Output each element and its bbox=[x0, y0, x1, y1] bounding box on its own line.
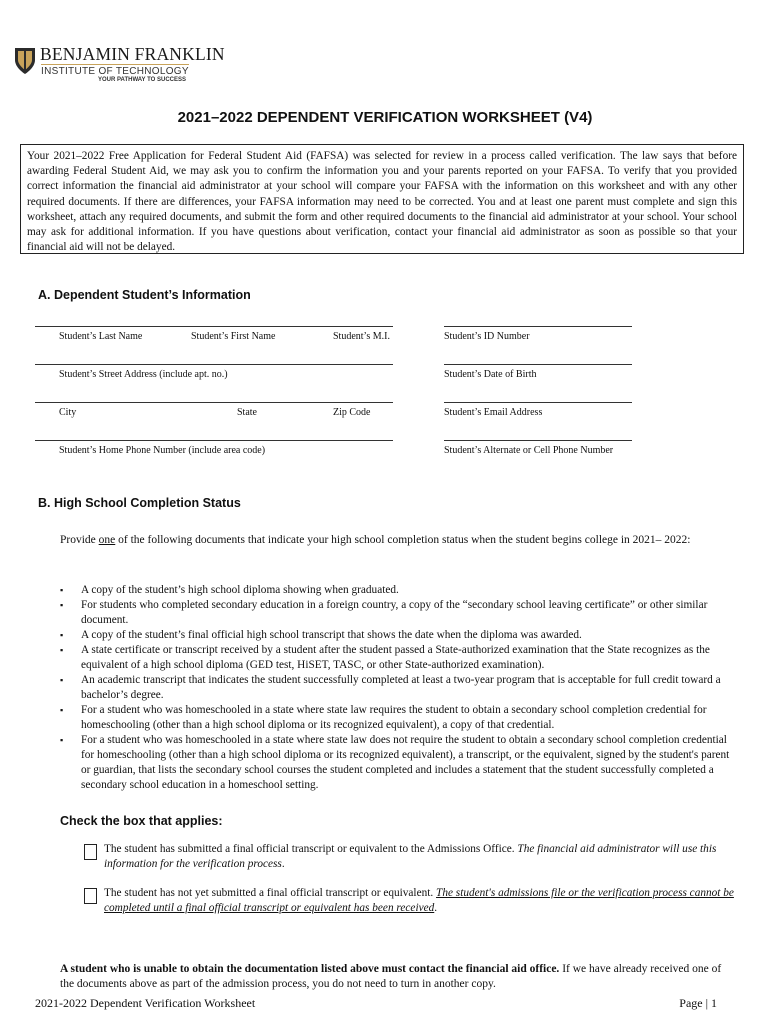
bullet-marker: ▪ bbox=[60, 645, 64, 655]
student-id-field[interactable] bbox=[444, 326, 632, 342]
alt-phone-field[interactable] bbox=[444, 440, 632, 456]
list-item-text: A copy of the student’s high school diploma showing when graduated. bbox=[81, 584, 399, 596]
documentation-note bbox=[60, 962, 722, 992]
bullet-marker: ▪ bbox=[60, 675, 64, 685]
option2-italic: The student's admissions file or the verification process cannot be completed until a final official transcript or equivalent has been received bbox=[104, 887, 734, 914]
logo-name: BENJAMIN FRANKLIN bbox=[40, 44, 225, 64]
student-id-label: Student’s ID Number bbox=[444, 331, 530, 342]
home-phone-label: Student’s Home Phone Number (include area code) bbox=[59, 445, 266, 456]
list-item-text: A state certificate or transcript received by a student after the student passed a State-authorized examination that the State recognizes as the equivalent of a high school diploma (GED test, HiSET, TASC, or other State-authorized examination). bbox=[81, 644, 710, 671]
list-item bbox=[60, 673, 730, 703]
option1-end: . bbox=[281, 858, 285, 870]
list-item bbox=[60, 703, 730, 733]
list-item-text: An academic transcript that indicates the student successfully completed at least a two-year program that is acceptable for full credit toward a bachelor’s degree. bbox=[81, 674, 721, 701]
zip-label: Zip Code bbox=[333, 407, 371, 418]
list-item bbox=[60, 733, 730, 793]
bullet-marker: ▪ bbox=[60, 735, 64, 745]
option1-italic: The financial aid administrator will use this information for the verification process bbox=[104, 843, 717, 870]
date-of-birth-field[interactable] bbox=[444, 364, 632, 380]
dob-label: Student’s Date of Birth bbox=[444, 369, 537, 380]
city-label: City bbox=[59, 407, 77, 418]
option2-text: The student has not yet submitted a final official transcript or equivalent. bbox=[104, 887, 437, 899]
note-rest: If we have already received one of the documents above as part of the admission process, you do not need to turn in another copy. bbox=[60, 963, 722, 990]
submitted-transcript-checkbox[interactable] bbox=[84, 844, 97, 860]
provide-instructions bbox=[60, 533, 720, 548]
not-submitted-transcript-checkbox[interactable] bbox=[84, 888, 97, 904]
logo-tagline: YOUR PATHWAY TO SUCCESS bbox=[98, 77, 187, 83]
provide-text-post: of the following documents that indicate your high school completion status when the student begins college in 2021– 2022: bbox=[115, 534, 691, 546]
street-label: Student’s Street Address (include apt. no.) bbox=[59, 369, 228, 380]
state-label: State bbox=[237, 407, 257, 418]
option1-text: The student has submitted a final official transcript or equivalent to the Admissions Office. bbox=[104, 843, 518, 855]
home-phone-field[interactable] bbox=[35, 440, 393, 456]
name-field-row[interactable] bbox=[35, 326, 393, 342]
email-label: Student’s Email Address bbox=[444, 407, 543, 418]
option-submitted-text bbox=[104, 842, 734, 872]
list-item bbox=[60, 598, 730, 628]
email-field[interactable] bbox=[444, 402, 632, 418]
last-name-label: Student’s Last Name bbox=[59, 331, 143, 342]
alt-phone-label: Student’s Alternate or Cell Phone Number bbox=[444, 445, 614, 456]
bullet-marker: ▪ bbox=[60, 630, 64, 640]
city-state-zip-row[interactable] bbox=[35, 402, 393, 418]
document-title: 2021–2022 DEPENDENT VERIFICATION WORKSHEET (V4) bbox=[177, 109, 593, 126]
list-item-text: For a student who was homeschooled in a state where state law does not require the student to obtain a secondary school completion credential for homeschooling (other than a high school diploma or its recognized equivalent), a transcript, or the equivalent, signed by the student's parent or guardian, that lists the secondary school courses the student completed and includes a statement that the student successfully completed a secondary school education in a homeschool setting. bbox=[81, 734, 730, 791]
list-item bbox=[60, 628, 730, 643]
shield-icon bbox=[13, 46, 37, 76]
page-number: Page | 1 bbox=[679, 996, 717, 1010]
option2-end: . bbox=[434, 902, 438, 914]
check-heading: Check the box that applies: bbox=[60, 814, 223, 828]
institution-logo bbox=[13, 44, 225, 88]
document-options-list bbox=[60, 583, 730, 793]
street-address-field[interactable] bbox=[35, 364, 393, 380]
bullet-marker: ▪ bbox=[60, 705, 64, 715]
mi-label: Student’s M.I. bbox=[333, 331, 390, 342]
provide-text-pre: Provide bbox=[60, 534, 99, 546]
list-item-text: A copy of the student’s final official high school transcript that shows the date when the diploma was awarded. bbox=[81, 629, 582, 641]
bullet-marker: ▪ bbox=[60, 600, 64, 610]
intro-box: Your 2021–2022 Free Application for Federal Student Aid (FAFSA) was selected for review in a process called verification. The law says that before awarding Federal Student Aid, we may ask you to confirm the information you and your parents reported on your FAFSA. To verify that you provided correct information the financial aid administrator at your school will compare your FAFSA with the information on this worksheet and with any other required documents. If there are differences, your FAFSA information may need to be corrected. You and at least one parent must complete and sign this worksheet, attach any required documents, and submit the form and other required documents to the financial aid administrator at your school. Your school may ask for additional information. If you have questions about verification, contact your financial aid administrator as soon as possible so that your financial aid will not be delayed. bbox=[20, 144, 744, 254]
footer-title: 2021-2022 Dependent Verification Worksheet bbox=[35, 996, 256, 1010]
option-not-submitted-text bbox=[104, 886, 734, 916]
first-name-label: Student’s First Name bbox=[191, 331, 276, 342]
list-item-text: For a student who was homeschooled in a state where state law requires the student to obtain a secondary school completion credential for homeschooling (other than a high school diploma or its recognized equivalent), a copy of that credential. bbox=[81, 704, 707, 731]
list-item-text: For students who completed secondary education in a foreign country, a copy of the “secondary school leaving certificate” or other similar document. bbox=[81, 599, 708, 626]
provide-text-one: one bbox=[98, 534, 116, 546]
logo-subtitle: INSTITUTE OF TECHNOLOGY bbox=[41, 66, 189, 77]
note-bold: A student who is unable to obtain the documentation listed above must contact the financial aid office. bbox=[60, 963, 560, 975]
section-a-heading: A. Dependent Student’s Information bbox=[38, 288, 251, 302]
section-b-heading: B. High School Completion Status bbox=[38, 496, 241, 510]
bullet-marker: ▪ bbox=[60, 585, 64, 595]
list-item bbox=[60, 583, 730, 598]
list-item bbox=[60, 643, 730, 673]
